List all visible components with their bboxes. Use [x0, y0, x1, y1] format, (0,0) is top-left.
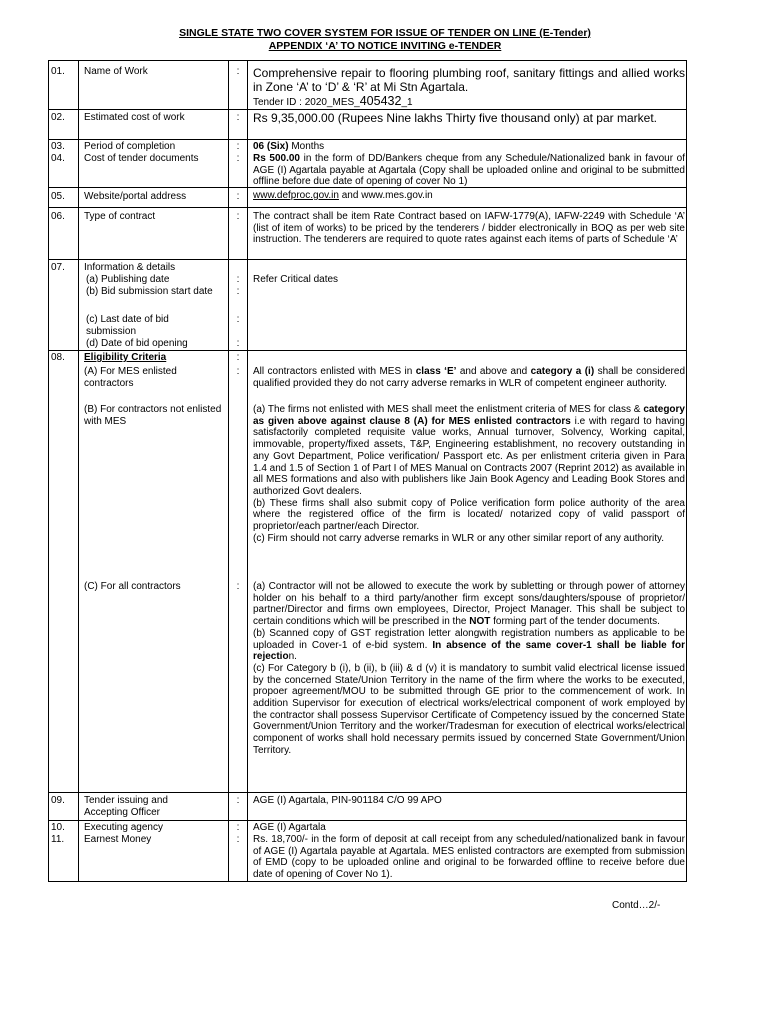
row-01-value: [253, 66, 685, 110]
row-11-colon: :: [236, 834, 240, 845]
mes-enlisted-label: (A) For MES enlisted contractors: [84, 366, 177, 389]
tender-id-suffix: _1: [401, 97, 413, 108]
estimated-cost-value: Rs 9,35,000.00 (Rupees Nine lakhs Thirty five thousand only) at par market.: [253, 111, 657, 125]
row-09-colon: :: [236, 795, 240, 806]
title-line-2: APPENDIX ‘A’ TO NOTICE INVITING e-TENDER: [268, 40, 502, 52]
row-10-colon: :: [236, 822, 240, 833]
issuing-officer-value: AGE (I) Agartala, PIN-901184 C/O 99 APO: [253, 795, 442, 806]
row-04-colon: :: [236, 153, 240, 164]
row-07d-colon: :: [236, 338, 240, 349]
contract-type-value: The contract shall be item Rate Contract based on IAFW-1779(A), IAFW-2249 with Schedule ‘A’ (list of item of works) to be priced by the tenderers / bidder electronically in BOQ as per web site instruction. The tenderers are required to quote rates against each items of parts of Schedule ‘A’: [253, 211, 685, 246]
defproc-link[interactable]: www.defproc.gov.in: [253, 190, 339, 201]
row-04-number: 04.: [51, 153, 65, 164]
not-enlisted-label: (B) For contractors not enlisted with MES: [84, 404, 222, 427]
tender-id-number: 405432: [359, 94, 402, 108]
row-04-label: Cost of tender documents: [84, 153, 199, 164]
all-contractors-value: (a) Contractor will not be allowed to execute the work by subletting or through power of attorney holder on his behalf to a third party/another firm except sons/daughters/spouse of proprietor/ partner/Director and firms own employees, Director, Project Manager. This shall be subject to certain conditions which will be prescribed in the NOT forming part of the tender documents. (b) Scanned copy of GST registration letter alongwith registration numbers as applicable to be uploaded in Cover-1 of e-bid system. In absence of the same cover-1 shall be liable for rejection. (c) For Category b (i), b (ii), b (iii) & d (v) it is mandatory to sumbit valid electrical license issued by the concerned State/Union Territory in the name of the firm where the works to be executed, propoer agreement/MOU to be submitted through GE prior to the commencement of work. In addition Supervisor for execution of electrical works/electrical component of work employed by the contractor shall possess Supervisor Certificate of Competency issued by the concerned State Government/Union Territory and the worker/Tradesman for execution of electrical works/electrical component of works shall hold necessary permits issued by concerned State Government/Union Territory.: [253, 581, 685, 756]
row-02-number: 02.: [51, 112, 65, 123]
period-value: 06 (Six) Months: [253, 141, 325, 152]
row-02-label: Estimated cost of work: [84, 112, 185, 123]
row-03-label: Period of completion: [84, 141, 176, 152]
row-07b-colon: :: [236, 286, 240, 297]
row-01-label: Name of Work: [84, 66, 148, 77]
row-01-colon: :: [236, 66, 240, 77]
row-07a-colon: :: [236, 274, 240, 285]
critical-dates-value: Refer Critical dates: [253, 274, 339, 285]
bid-start-label: (b) Bid submission start date: [86, 286, 213, 297]
row-09-label: Tender issuing and Accepting Officer: [84, 795, 168, 818]
row-06-number: 06.: [51, 211, 65, 222]
row-06-label: Type of contract: [84, 211, 156, 222]
row-01-number: 01.: [51, 66, 65, 77]
row-08-number: 08.: [51, 352, 65, 363]
row-08-colon: :: [236, 352, 240, 363]
bid-opening-label: (d) Date of bid opening: [86, 338, 188, 349]
mes-link[interactable]: www.mes.gov.in: [361, 190, 433, 201]
name-of-work: Comprehensive repair to flooring plumbing roof, sanitary fittings and allied works in Zone ‘A’ to ‘D’ & ‘R’ at Mi Stn Agartala.: [253, 66, 685, 94]
all-contractors-label: (C) For all contractors: [84, 581, 181, 592]
row-07c-colon: :: [236, 314, 240, 325]
continued-note: Contd…2/-: [612, 900, 661, 911]
mes-enlisted-value: All contractors enlisted with MES in class ‘E’ and above and category a (i) shall be considered qualified provided they do not carry adverse remarks in WLR of competent engineer authority.: [253, 366, 686, 389]
last-date-label: (c) Last date of bid submission: [86, 314, 169, 337]
row-07-label: Information & details: [84, 262, 176, 273]
eligibility-heading: Eligibility Criteria: [84, 352, 167, 363]
row-05-colon: :: [236, 191, 240, 202]
row-06-colon: :: [236, 211, 240, 222]
row-11-number: 11.: [51, 834, 65, 845]
website-value: www.defproc.gov.in and www.mes.gov.in: [253, 190, 433, 201]
row-03-number: 03.: [51, 141, 65, 152]
earnest-money-value: Rs. 18,700/- in the form of deposit at call receipt from any scheduled/nationalized bank in favour of AGE (I) Agartala payable at Agartala. MES enlisted contractors are exempted from submission of EMD (copy to be uploaded online and original to be forwarded offline to receive before due date of opening of Cover No 1).: [253, 834, 685, 881]
publishing-date-label: (a) Publishing date: [86, 274, 170, 285]
row-08c-colon: :: [236, 581, 240, 592]
not-enlisted-value: (a) The firms not enlisted with MES shall meet the enlistment criteria of MES for class & category as given above against clause 8 (A) for MES enlisted contractors i.e with regard to having satisfactorily completed requisite value works, Annual turnover, Solvency, Working capital, immovable, property/fixed assets, T&P, Engineering establishment, no recovery outstanding in any Govt Department, Police verification/ Passport etc. As per enlistment criteria given in Para 1.4 and 1.5 of Section 1 of Part I of MES Manual on Contracts 2007 (Reprint 2012) as available in all MES formations and also with publishers like Jain Book Agency and Leading Book Stores and authorized Govt dealers. (b) These firms shall also submit copy of Police verification form police authority of the area where the registered office of the firm is located/ notarized copy of valid passport of proprietor/each partner/each Director. (c) Firm should not carry adverse remarks in WLR or any other similar report of any authority.: [253, 404, 685, 544]
tender-table: [48, 60, 687, 882]
row-08a-colon: :: [236, 366, 240, 377]
row-07-number: 07.: [51, 262, 65, 273]
tender-id-prefix: Tender ID : 2020_MES_: [253, 97, 360, 108]
executing-agency-value: AGE (I) Agartala: [253, 822, 326, 833]
row-10-label: Executing agency: [84, 822, 163, 833]
title-line-1: SINGLE STATE TWO COVER SYSTEM FOR ISSUE OF TENDER ON LINE (E-Tender): [179, 27, 591, 39]
row-11-label: Earnest Money: [84, 834, 152, 845]
row-05-number: 05.: [51, 191, 65, 202]
row-02-colon: :: [236, 112, 240, 123]
row-09-number: 09.: [51, 795, 65, 806]
row-03-colon: :: [236, 141, 240, 152]
tender-cost-value: Rs 500.00 in the form of DD/Bankers cheque from any Schedule/Nationalized bank in favour of AGE (I) Agartala payable at Agartala (Copy shall be uploaded online and original to be submitted offline before due date of opening of cover No 1): [253, 153, 686, 188]
row-10-number: 10.: [51, 822, 65, 833]
row-05-label: Website/portal address: [84, 191, 187, 202]
